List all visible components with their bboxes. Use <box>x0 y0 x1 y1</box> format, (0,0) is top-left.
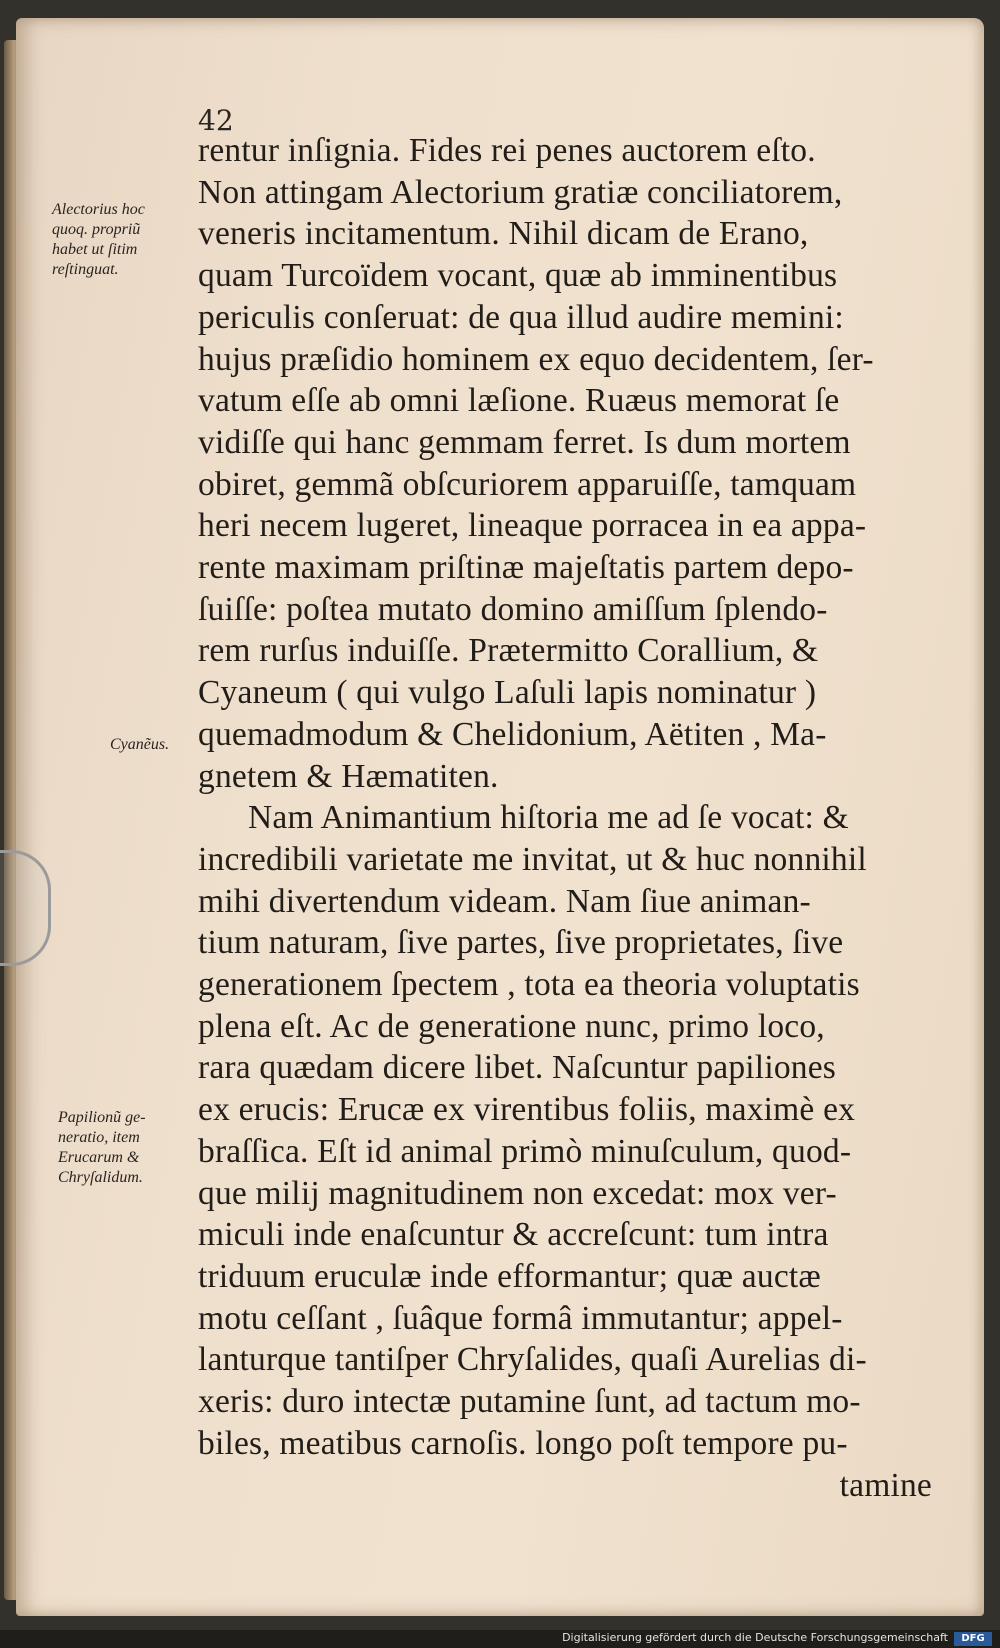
text-line-paragraph-start: Nam Animantium hiſtoria me ad ſe vocat: & <box>248 799 849 837</box>
text-line: gnetem & Hæmatiten. <box>198 757 499 795</box>
marginal-line: neratio, item <box>58 1129 140 1146</box>
marginal-line: Chryſalidum. <box>58 1169 143 1186</box>
marginal-line: Alectorius hoc <box>52 201 145 218</box>
marginal-line: Erucarum & <box>58 1149 140 1166</box>
marginal-line: Papilionũ ge- <box>58 1109 146 1126</box>
text-line: rentur inſignia. Fides rei penes auctorem eſto. <box>198 132 816 169</box>
text-line: obiret, gemmã obſcuriorem apparuiſſe, tamquam <box>198 465 857 503</box>
marginal-note-alectorius <box>52 200 192 280</box>
main-text-block <box>198 130 938 1506</box>
text-line: ſuiſſe: poſtea mutato domino amiſſum ſplendo- <box>198 590 828 628</box>
marginal-line: Cyanẽus. <box>110 736 170 753</box>
text-line: vidiſſe qui hanc gemmam ferret. Is dum mortem <box>198 423 851 461</box>
marginal-line: habet ut ſitim <box>52 241 138 258</box>
text-line: generationem ſpectem , tota ea theoria voluptatis <box>198 966 860 1004</box>
text-line: motu ceſſant , ſuâque formâ immutantur; appel- <box>198 1299 843 1337</box>
page-clip <box>0 850 51 966</box>
marginal-note-papilionum <box>58 1108 198 1188</box>
text-line: mihi divertendum videam. Nam ſiue animan- <box>198 882 811 920</box>
text-line: vatum eſſe ab omni læſione. Ruæus memorat ſe <box>198 382 840 420</box>
text-line: incredibili varietate me invitat, ut & huc nonnihil <box>198 840 867 878</box>
text-line: triduum eruculæ inde efformantur; quæ auctæ <box>198 1257 821 1295</box>
text-line: que milij magnitudinem non excedat: mox ver- <box>198 1174 837 1212</box>
catchword: tamine <box>839 1466 932 1504</box>
text-line: hujus præſidio hominem ex equo decidentem, ſer- <box>198 340 874 378</box>
text-line: rara quædam dicere libet. Naſcuntur papiliones <box>198 1049 837 1087</box>
text-line: quemadmodum & Chelidonium, Aëtiten , Ma- <box>198 715 827 753</box>
text-line: rente maximam priſtinæ majeſtatis partem depo- <box>198 549 854 587</box>
text-line: periculis conſeruat: de qua illud audire memini: <box>198 298 844 336</box>
text-line: Non attingam Alectorium gratiæ conciliatorem, <box>198 173 843 211</box>
text-line: ex erucis: Erucæ ex virentibus foliis, maximè ex <box>198 1091 856 1129</box>
digitization-credit: Digitalisierung gefördert durch die Deutsche Forschungsgemeinschaft <box>562 1631 948 1644</box>
marginal-note-cyaneus <box>110 735 200 755</box>
text-line: braſſica. Eſt id animal primò minuſculum, quod- <box>198 1132 852 1170</box>
text-line: rem rurſus induiſſe. Prætermitto Corallium, & <box>198 632 819 670</box>
text-line: quam Turcoïdem vocant, quæ ab imminentibus <box>198 257 838 295</box>
text-line: xeris: duro intectæ putamine ſunt, ad tactum mo- <box>198 1383 861 1421</box>
text-line: tium naturam, ſive partes, ſive proprietates, ſive <box>198 924 844 962</box>
text-line: heri necem lugeret, lineaque porracea in ea appa- <box>198 507 867 545</box>
dfg-logo: DFG <box>954 1632 992 1646</box>
text-line: lanturque tantiſper Chryſalides, quaſi Aurelias di- <box>198 1341 867 1379</box>
text-line: miculi inde enaſcuntur & accreſcunt: tum intra <box>198 1216 829 1254</box>
text-line: Cyaneum ( qui vulgo Laſuli lapis nominatur ) <box>198 674 817 712</box>
text-line: biles, meatibus carnoſis. longo poſt tempore pu- <box>198 1424 848 1462</box>
marginal-line: quoq. propriũ <box>52 221 141 238</box>
marginal-line: reſtinguat. <box>52 261 119 278</box>
page-number: 42 <box>198 104 234 137</box>
text-line: veneris incitamentum. Nihil dicam de Erano, <box>198 215 809 253</box>
text-line: plena eſt. Ac de generatione nunc, primo loco, <box>198 1007 825 1045</box>
